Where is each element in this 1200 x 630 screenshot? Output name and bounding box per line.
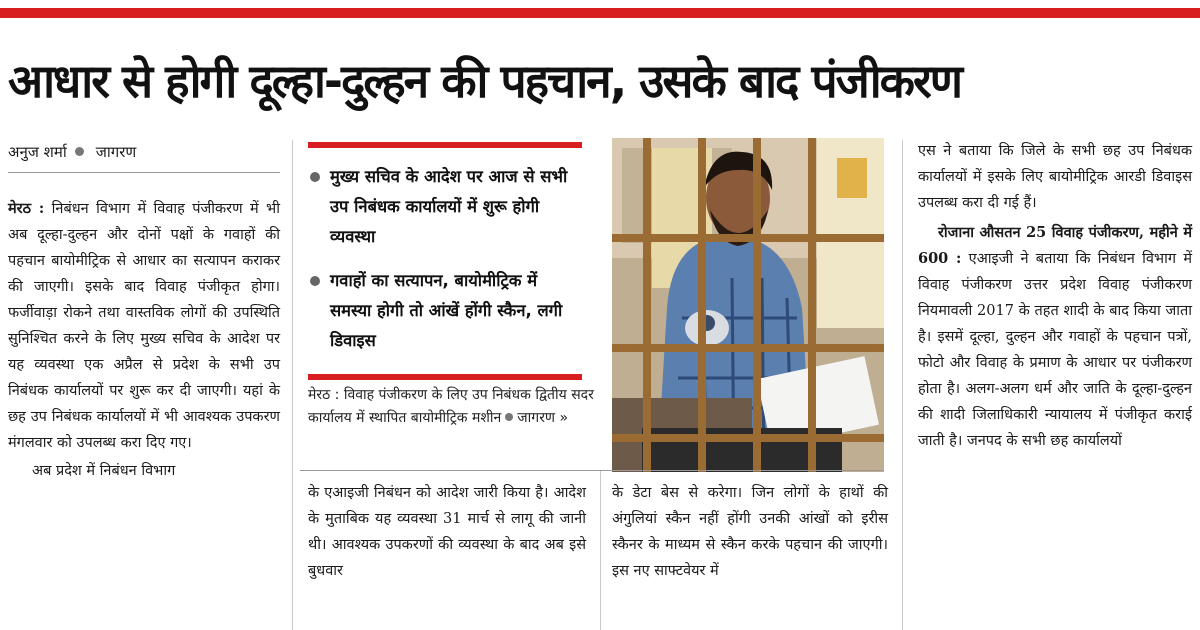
article-column-2 (308, 480, 586, 584)
top-red-bar (0, 8, 1200, 18)
highlights-list (308, 162, 582, 356)
lead-paragraph (8, 196, 280, 456)
photo-caption (308, 384, 604, 430)
byline-divider (8, 172, 280, 173)
article-column-1 (8, 196, 280, 484)
byline-author: अनुज शर्मा (8, 143, 67, 161)
headline: आधार से होगी दूल्हा-दुल्हन की पहचान, उसके बाद पंजीकरण (8, 54, 962, 108)
biometric-registration-photo (612, 138, 884, 472)
highlight-text: गवाहों का सत्यापन, बायोमीट्रिक में समस्या होगी तो आंखें होंगी स्कैन, लगी डिवाइस (330, 271, 563, 350)
byline-source: जागरण (95, 143, 137, 161)
section-divider (300, 470, 884, 471)
subhead: रोजाना औसतन 25 विवाह पंजीकरण, महीने में 600 : (918, 224, 1192, 267)
continued-paragraph: अब प्रदेश में निबंधन विभाग (32, 463, 176, 479)
column-divider (292, 140, 293, 630)
caption-text: मेरठ : विवाह पंजीकरण के लिए उप निबंधक द्वितीय सदर कार्यालय में स्थापित बायोमीट्रिक मशीन (308, 387, 594, 426)
highlight-item (308, 162, 582, 252)
column-4-para-1: एस ने बताया कि जिले के सभी छह उप निबंधक कार्यालयों में इसके लिए बायोमीट्रिक आरडी डिवाइस उपलब्ध करा दी गई हैं। (918, 143, 1192, 211)
lead-text: निबंधन विभाग में विवाह पंजीकरण में भी अब दूल्हा-दुल्हन और दोनों पक्षों के गवाहों की पहचान बायोमीट्रिक से आधार का सत्यापन कराकर की जाएगी। इसके बाद विवाह पंजीकृत होगा। फर्जीवाड़ा रोकने तथा वास्तविक लोगों की उपस्थिति सुनिश्चित करने के लिए मुख्य सचिव के आदेश पर यह व्यवस्था एक अप्रैल से प्रदेश के सभी उप निबंधक कार्यालयों पर शुरू कर दी जाएगी। यहां के छह उप निबंधक कार्यालयों में भी आवश्यक उपकरण मंगलवार को उपलब्ध करा दिए गए। (8, 201, 281, 451)
bullet-dot-icon (310, 276, 320, 286)
bullet-dot-icon (310, 172, 320, 182)
column-4-para-2-text: एआइजी ने बताया कि निबंधन विभाग में विवाह पंजीकरण उत्तर प्रदेश विवाह पंजीकरण नियमावली 2017 के तहत शादी के बाद किया जाता है। इसमें दूल्हा, दुल्हन और गवाहों के पहचान पत्रों, फोटो और विवाह के प्रमाण के आधार पर पंजीकरण होता है। अलग-अलग धर्म और जाति के दूल्हा-दुल्हन की शादी जिलाधिकारी न्यायालय में पंजीकृत कराई जाती है। जनपद के सभी छह कार्यालयों (918, 251, 1192, 449)
caption-top-rule (308, 374, 582, 380)
column-4-para-2 (918, 220, 1192, 454)
column-3-text: के डेटा बेस से करेगा। जिन लोगों के हाथों की अंगुलियां स्कैन नहीं होंगी उनकी आंखों को इरीस स्कैनर के माध्यम से स्कैन करके पहचान की जाएगी। इस नए साफ्टवेयर में (612, 485, 888, 579)
article-column-3 (612, 480, 888, 584)
bullet-dot-icon (505, 413, 513, 421)
column-divider (600, 470, 601, 630)
highlight-item (308, 266, 582, 356)
highlights-box (308, 142, 582, 370)
caption-credit: जागरण » (517, 410, 569, 426)
news-photo (612, 138, 884, 472)
highlights-top-rule (308, 142, 582, 148)
byline (8, 140, 280, 164)
bullet-dot-icon (75, 147, 84, 156)
column-divider (902, 140, 903, 630)
column-2-text: के एआइजी निबंधन को आदेश जारी किया है। आदेश के मुताबिक यह व्यवस्था 31 मार्च से लागू की जानी थी। आवश्यक उपकरणों की व्यवस्था के बाद अब इसे बुधवार (308, 485, 586, 579)
highlight-text: मुख्य सचिव के आदेश पर आज से सभी उप निबंधक कार्यालयों में शुरू होगी व्यवस्था (330, 167, 568, 246)
dateline: मेरठ : (8, 200, 45, 217)
article-column-4 (918, 138, 1192, 454)
